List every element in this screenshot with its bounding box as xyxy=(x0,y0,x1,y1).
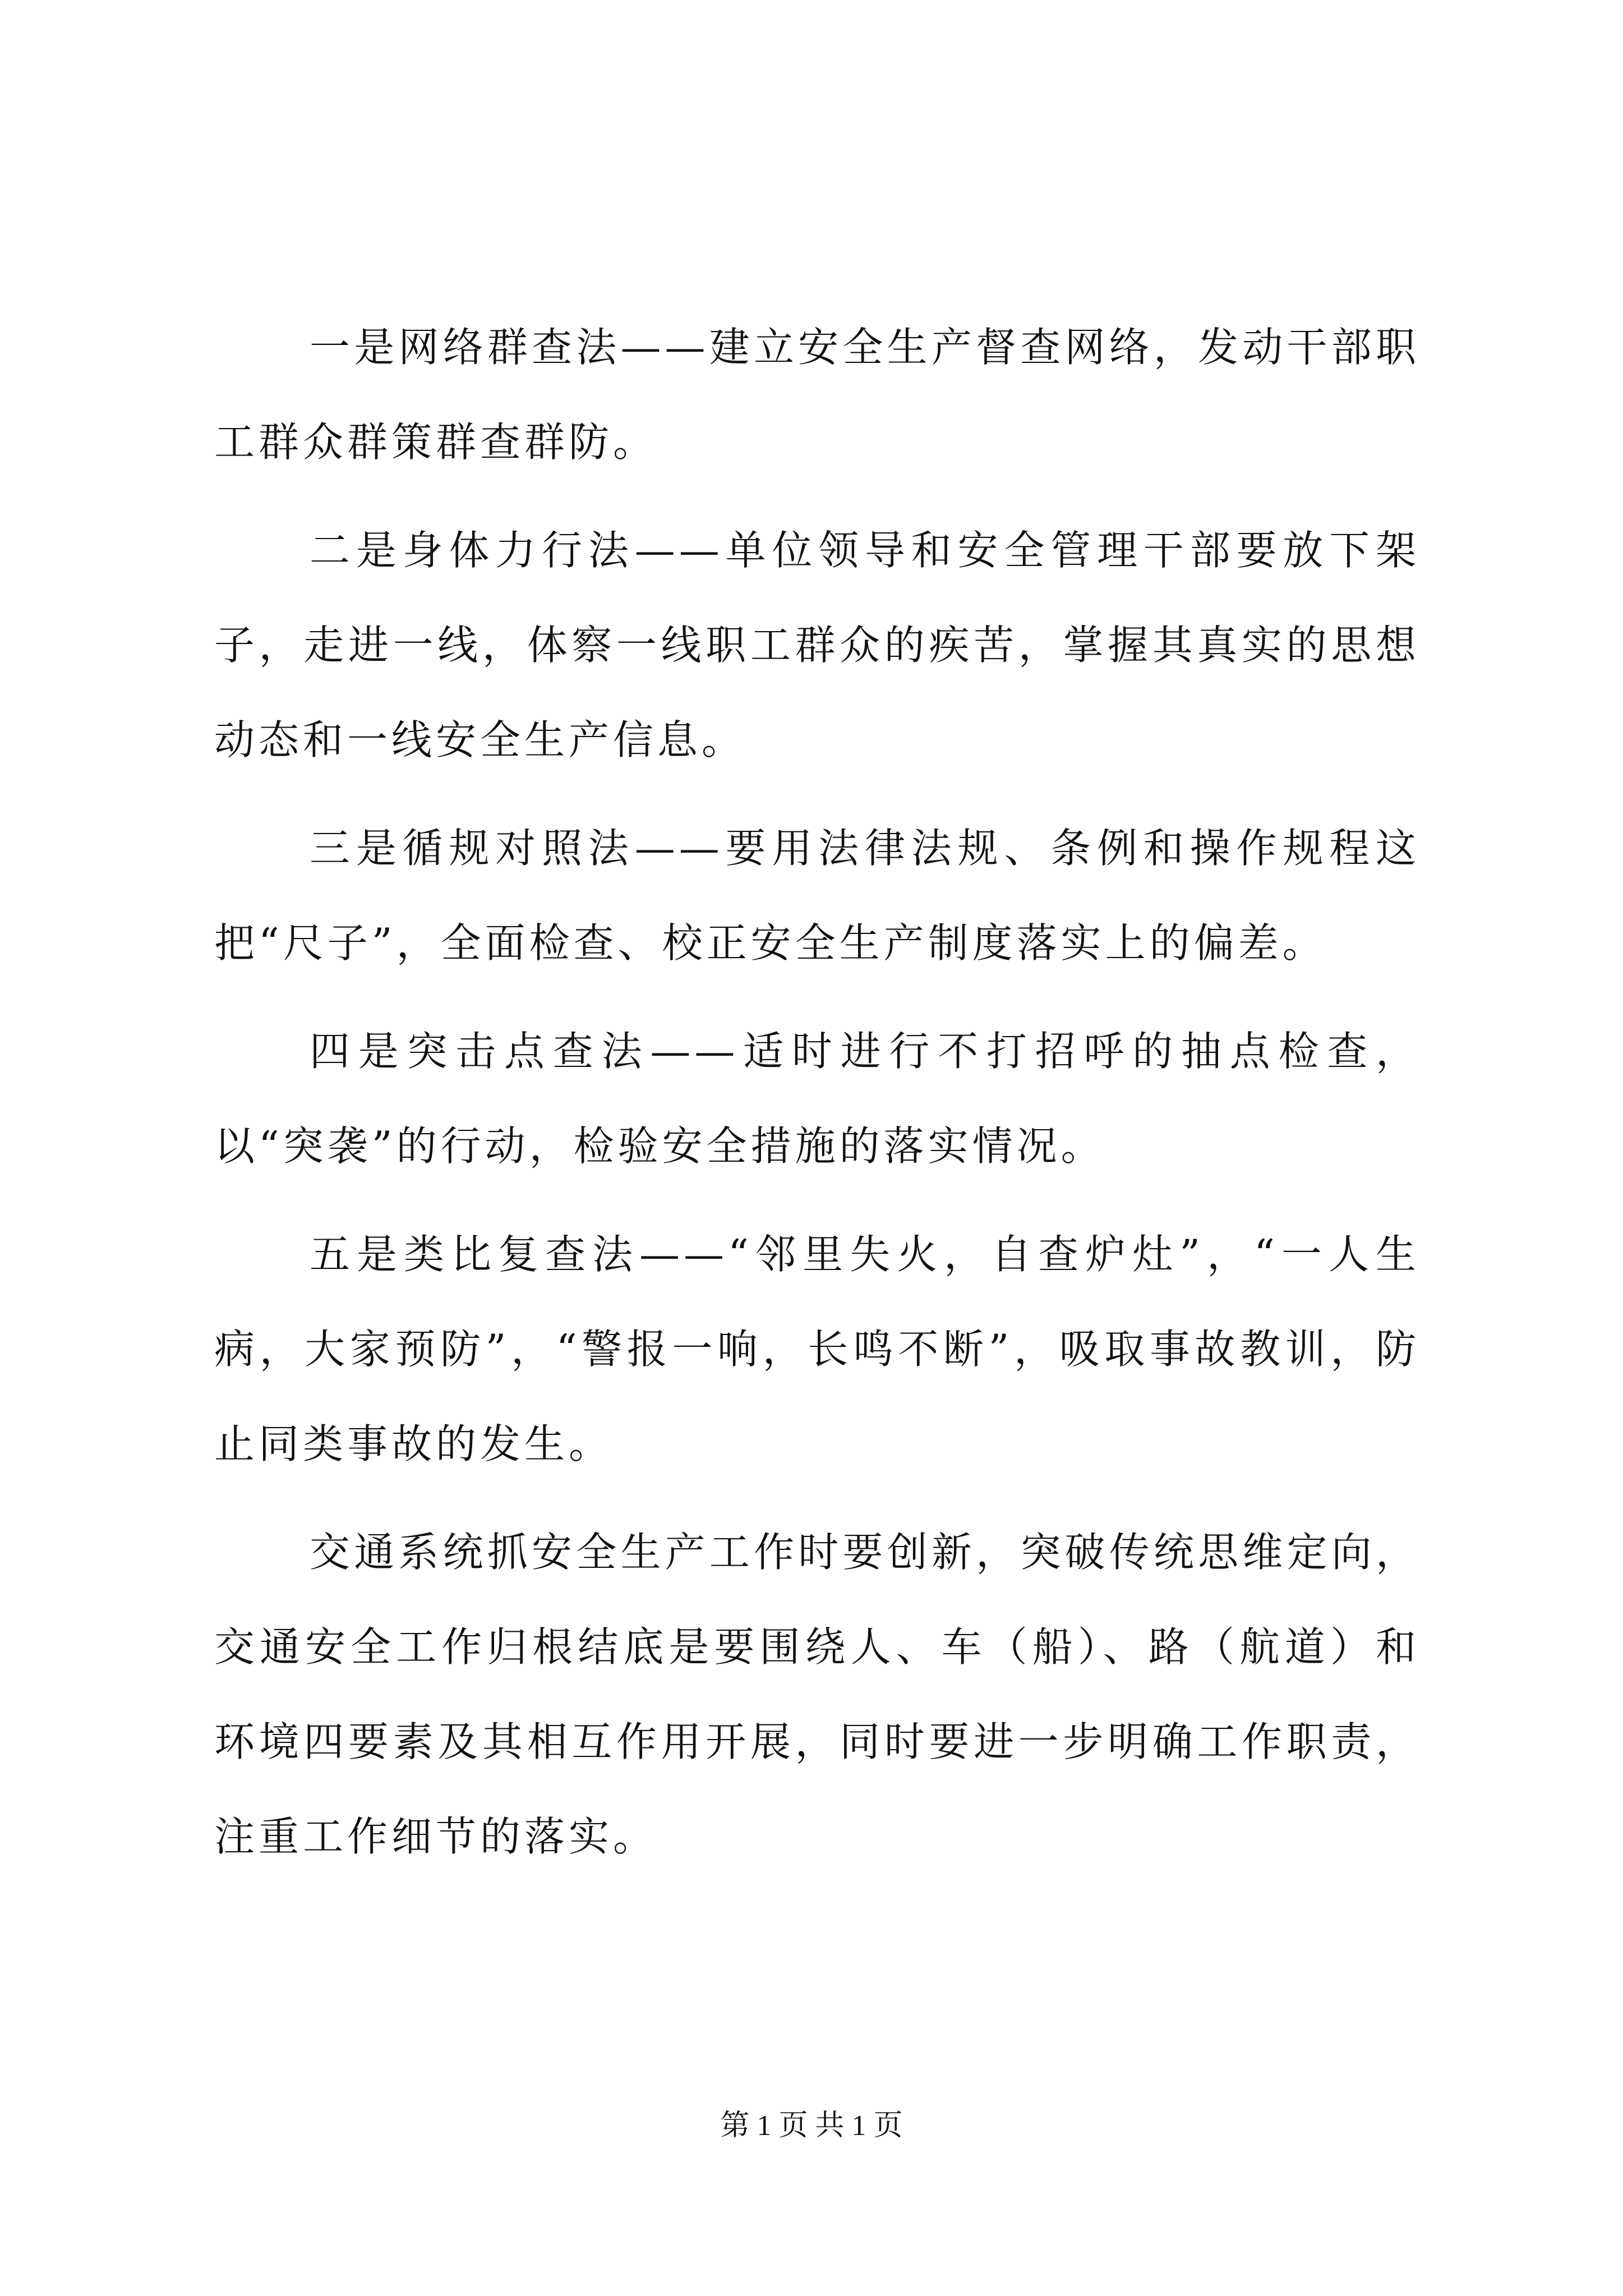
paragraph-analogy-review: 五是类比复查法——“邻里失火，自查炉灶”，“一人生病，大家预防”，“警报一响，长鸣不断”，吸取事故教训，防止同类事故的发生。 xyxy=(214,1231,1420,1467)
paragraph-traffic-safety: 交通系统抓安全生产工作时要创新，突破传统思维定向，交通安全工作归根结底是要围绕人、车（船）、路（航道）和环境四要素及其相互作用开展，同时要进一步明确工作职责，注重工作细节的落实。 xyxy=(214,1529,1420,1860)
document-body xyxy=(214,300,1420,1898)
paragraph-lead-by-example: 二是身体力行法——单位领导和安全管理干部要放下架子，走进一线，体察一线职工群众的疾苦，掌握其真实的思想动态和一线安全生产信息。 xyxy=(214,527,1420,763)
paragraph-spot-check: 四是突击点查法——适时进行不打招呼的抽点检查，以“突袭”的行动，检验安全措施的落实情况。 xyxy=(214,1028,1420,1170)
page-footer: 第 1 页 共 1 页 xyxy=(720,2110,903,2142)
paragraph-rules-comparison: 三是循规对照法——要用法律法规、条例和操作规程这把“尺子”，全面检查、校正安全生产制度落实上的偏差。 xyxy=(214,825,1420,967)
paragraph-network-check: 一是网络群查法——建立安全生产督查网络，发动干部职工群众群策群查群防。 xyxy=(214,324,1420,466)
